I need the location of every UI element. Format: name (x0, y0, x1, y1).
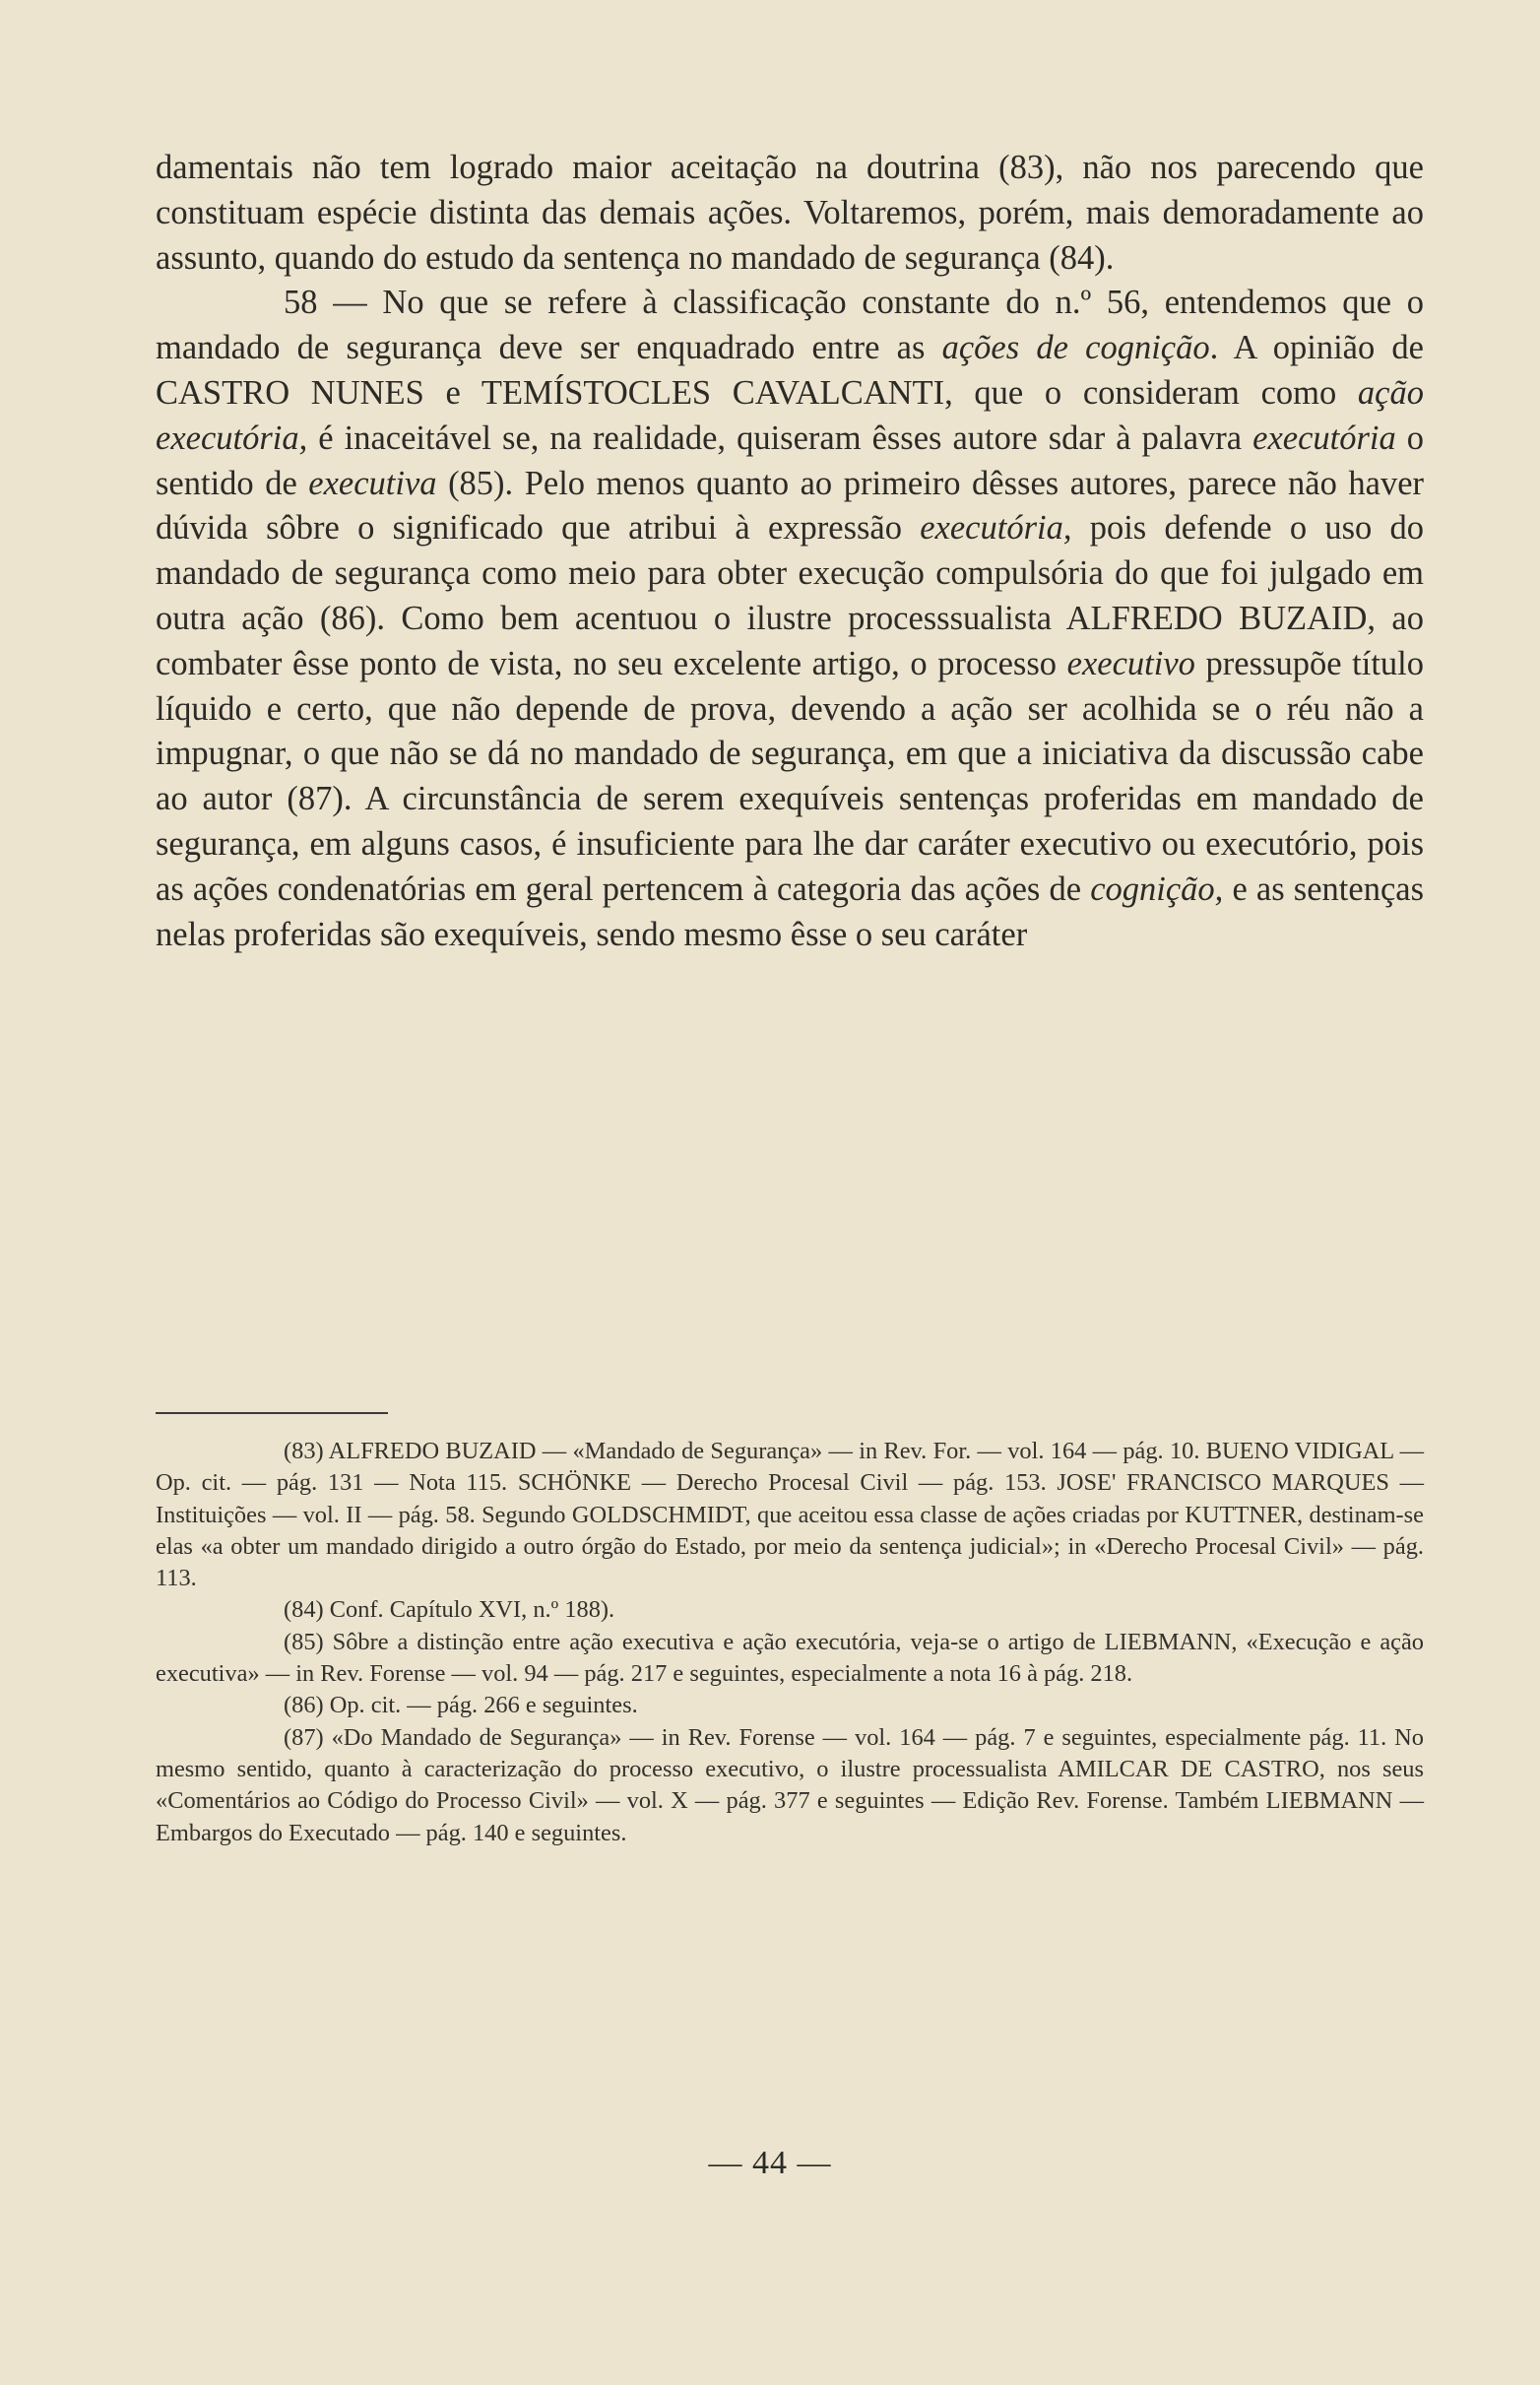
italic-term: executiva (308, 464, 437, 502)
italic-term: executória (1252, 419, 1396, 457)
page-number: — 44 — (708, 2145, 832, 2181)
italic-term: executivo (1066, 644, 1195, 682)
footnotes (156, 1436, 1424, 1849)
italic-term: executória, (920, 509, 1072, 548)
text-run: damentais não tem logrado maior aceitação na doutrina (83), não nos parecendo que constituam espécie distinta das demais ações. Voltaremos, porém, mais demoradamente ao assunto, quando do estudo da sentença no mandado de segurança (84). (156, 149, 1424, 277)
text-run: pressupõe título líquido e certo, que não depende de prova, devendo a ação ser acolhida se o réu não a impugnar, o que não se dá no mandado de segurança, em que a iniciativa da discussão cabe ao autor (87). A circunstância de serem exequíveis sentenças proferidas em mandado de segurança, em alguns casos, é insuficiente para lhe dar caráter executivo ou executório, pois as ações condenatórias em geral pertencem à categoria das ações de (156, 644, 1424, 908)
footnote-83: (83) ALFREDO BUZAID — «Mandado de Segurança» — in Rev. For. — vol. 164 — pág. 10. BUENO VIDIGAL — Op. cit. — pág. 131 — Nota 115. SCHÖNKE — Derecho Procesal Civil — pág. 153. JOSE' FRANCISCO MARQUES — Instituições — vol. II — pág. 58. Segundo GOLDSCHMIDT, que aceitou essa classe de ações criadas por KUTTNER, destinam-se elas «a obter um mandado dirigido a outro órgão do Estado, por meio da sentença judicial»; in «Derecho Procesal Civil» — pág. 113. (156, 1438, 1424, 1592)
footnote-87: (87) «Do Mandado de Segurança» — in Rev. Forense — vol. 164 — pág. 7 e seguintes, especialmente pág. 11. No mesmo sentido, quanto à caracterização do processo executivo, o ilustre processualista AMILCAR DE CASTRO, nos seus «Comentários ao Código do Processo Civil» — vol. X — pág. 377 e seguintes — Edição Rev. Forense. Também LIEBMANN — Embargos do Executado — pág. 140 e seguintes. (156, 1723, 1424, 1846)
text-run: o sentido de (156, 419, 1425, 502)
italic-term: cognição, (1090, 870, 1224, 908)
footnote-86: (86) Op. cit. — pág. 266 e seguintes. (284, 1692, 638, 1719)
text-run: pois defende o uso do mandado de segurança como meio para obter execução compulsória do que foi julgado em outra ação (86). Como bem acentuou o ilustre processsualista ALFREDO BUZAID, ao combater êsse ponto de vista, no seu excelente artigo, o processo (156, 509, 1424, 682)
text-run: e as sentenças nelas proferidas são exequíveis, sendo mesmo êsse o seu caráter (156, 870, 1424, 953)
footnote-84: (84) Conf. Capítulo XVI, n.º 188). (284, 1596, 615, 1624)
paragraph-1 (156, 146, 1424, 281)
text-run: 58 — No que se refere à classificação constante do n.º 56, entendemos que o mandado de segurança deve ser enquadrado entre as (156, 284, 1424, 367)
text-run: (85). Pelo menos quanto ao primeiro dêsses autores, parece não haver dúvida sôbre o significado que atribui à expressão (156, 464, 1424, 548)
italic-term: ação executória, (156, 373, 1424, 457)
text-run: é inaceitável se, na realidade, quiseram êsses autore sdar à palavra (307, 419, 1253, 457)
footnote-85: (85) Sôbre a distinção entre ação executiva e ação executória, veja-se o artigo de LIEBMANN, «Execução e ação executiva» — in Rev. Forense — vol. 94 — pág. 217 e seguintes, especialmente a nota 16 à pág. 218. (156, 1628, 1424, 1688)
main-text (156, 146, 1424, 957)
italic-term: ações de cognição (941, 329, 1210, 367)
footnote-divider (156, 1412, 388, 1414)
text-run: . A opinião de CASTRO NUNES e TEMÍSTOCLES CAVALCANTI, que o consideram como (156, 329, 1424, 412)
paragraph-58 (156, 281, 1424, 957)
